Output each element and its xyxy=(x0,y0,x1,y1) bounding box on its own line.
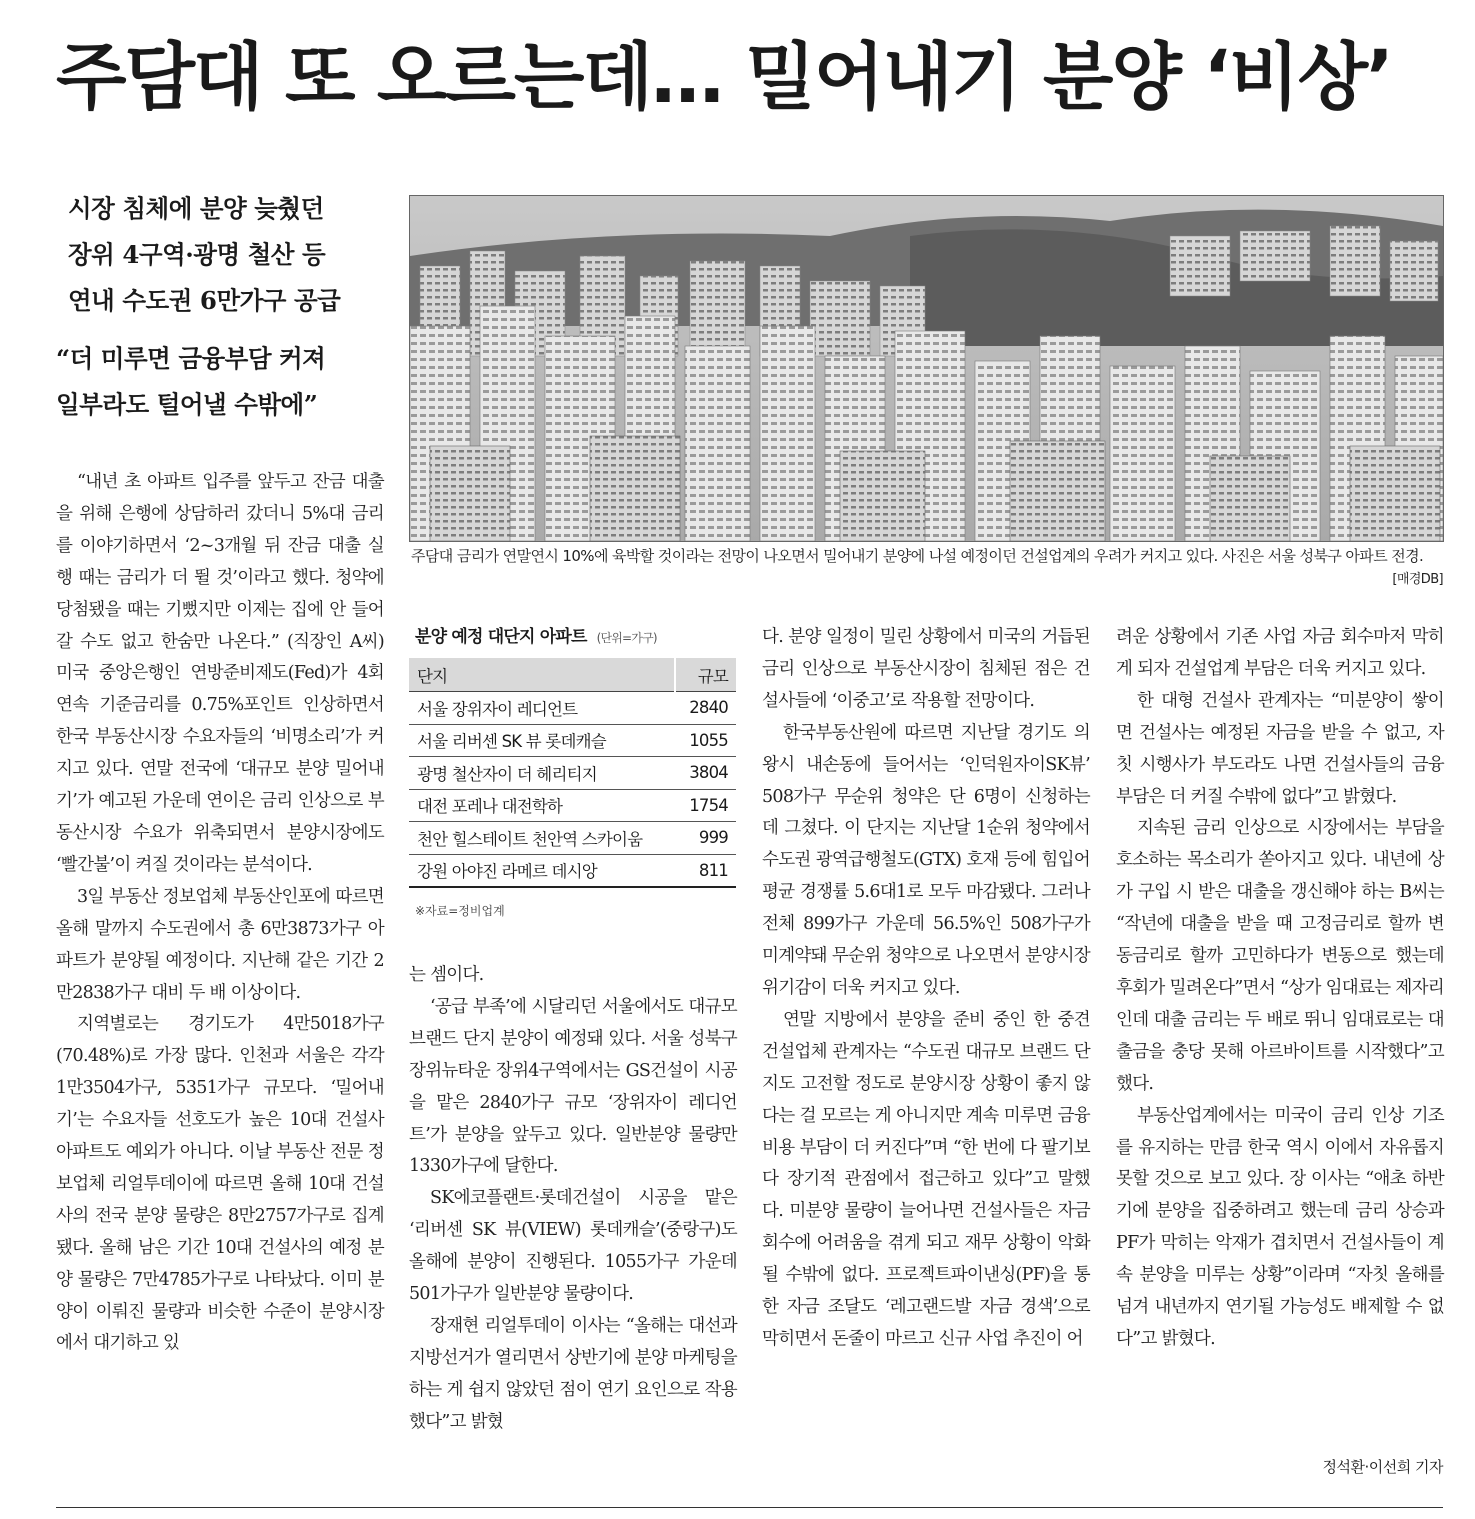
photo-credit: [매경DB] xyxy=(1392,572,1443,587)
table-source: ※자료=정비업계 xyxy=(415,904,505,918)
paragraph: 려운 상황에서 기존 사업 자금 회수마저 막히게 되자 건설업계 부담은 더욱 커지고 있다. xyxy=(1116,627,1444,679)
apartment-table xyxy=(409,658,736,888)
complex-name: 서울 장위자이 레디언트 xyxy=(409,692,675,725)
paragraph: 연말 지방에서 분양을 준비 중인 한 중견 건설업체 관계자는 “수도권 대규모 브랜드 단지도 고전할 정도로 분양시장 상황이 좋지 않다는 걸 모르는 게 아니지만 계속 미루면 금융 비용 부담이 더 커진다”며 “한 번에 다 팔기보다 장기적 관점에서 접근하고 있다”고 말했다. 미분양 물량이 늘어나면 건설사들은 자금 회수에 어려움을 겪게 되고 재무 상황이 악화될 수밖에 없다. 프로젝트파이낸싱(PF)을 통한 자금 조달도 ‘레고랜드발 자금 경색’으로 막히면서 돈줄이 마르고 신규 사업 추진이 어 xyxy=(762,1009,1090,1349)
paragraph: SK에코플랜트·롯데건설이 시공을 맡은 ‘리버센 SK 뷰(VIEW) 롯데캐슬’(중랑구)도 올해에 분양이 진행된다. 1055가구 가운데 501가구가 일반분양 물량이다. xyxy=(409,1188,737,1305)
paragraph: 장재현 리얼투데이 이사는 “올해는 대선과 지방선거가 열리면서 상반기에 분양 마케팅을 하는 게 쉽지 않았던 점이 연기 요인으로 작용했다”고 밝혔 xyxy=(409,1315,737,1432)
photo-caption xyxy=(411,545,1443,587)
complex-size: 2840 xyxy=(675,692,736,725)
paragraph: 지속된 금리 인상으로 시장에서는 부담을 호소하는 목소리가 쏟아지고 있다. 내년에 상가 구입 시 받은 대출을 갱신해야 하는 B씨는 “작년에 대출을 받을 때 고정금리로 할까 변동금리로 할까 고민하다가 변동으로 했는데 후회가 밀려온다”면서 “상가 임대료는 제자리인데 대출 금리는 두 배로 뛰니 임대료로는 대출금을 충당 못해 아르바이트를 시작했다”고 했다. xyxy=(1116,818,1444,1094)
table-title-text: 분양 예정 대단지 아파트 xyxy=(415,627,587,647)
complex-name: 광명 철산자이 더 헤리티지 xyxy=(409,757,675,790)
table-row xyxy=(409,822,736,855)
complex-name: 강원 아야진 라메르 데시앙 xyxy=(409,854,675,887)
article-column-3 xyxy=(762,622,1090,1356)
subhead-second xyxy=(56,336,376,428)
paragraph: 부동산업계에서는 미국이 금리 인상 기조를 유지하는 만큼 한국 역시 이에서 자유롭지 못할 것으로 보고 있다. 장 이사는 “애초 하반기에 분양을 집중하려고 했는데 금리 상승과 PF가 막히는 악재가 겹치면서 건설사들이 계속 분양을 미루는 상황”이라며 “자칫 올해를 넘겨 내년까지 연기될 가능성도 배제할 수 없다”고 밝혔다. xyxy=(1116,1105,1444,1349)
apartment-table-box xyxy=(409,622,736,919)
article-column-2 xyxy=(409,960,737,1439)
subhead-line: “더 미루면 금융부담 커져 xyxy=(56,344,326,373)
complex-size: 3804 xyxy=(675,757,736,790)
table-title xyxy=(409,622,736,658)
table-row xyxy=(409,692,736,725)
paragraph: 한 대형 건설사 관계자는 “미분양이 쌓이면 건설사는 예정된 자금을 받을 수 없고, 자칫 시행사가 부도라도 나면 건설사들의 금융 부담은 더 커질 수밖에 없다”고 밝혔다. xyxy=(1116,690,1444,807)
subhead-line: 연내 수도권 6만가구 공급 xyxy=(68,286,341,315)
complex-name: 천안 힐스테이트 천안역 스카이움 xyxy=(409,822,675,855)
table-row xyxy=(409,724,736,757)
complex-name: 서울 리버센 SK 뷰 롯데캐슬 xyxy=(409,724,675,757)
subhead-line: 시장 침체에 분양 늦췄던 xyxy=(68,194,324,223)
paragraph: “내년 초 아파트 입주를 앞두고 잔금 대출을 위해 은행에 상담하러 갔더니 5%대 금리를 이야기하면서 ‘2~3개월 뒤 잔금 대출 실행 때는 금리가 더 뛸 것’이라고 했다. 청약에 당첨됐을 때는 기뻤지만 이제는 집에 안 들어갈 수도 없고 한숨만 나온다.” (직장인 A씨) 미국 중앙은행인 연방준비제도(Fed)가 4회 연속 기준금리를 0.75%포인트 인상하면서 한국 부동산시장 수요자들의 ‘비명소리’가 커지고 있다. 연말 전국에 ‘대규모 분양 밀어내기’가 예고된 가운데 연이은 금리 인상으로 부동산시장 수요가 위축되면서 분양시장에도 ‘빨간불’이 켜질 것이라는 분석이다. xyxy=(56,472,384,875)
article-column-4 xyxy=(1116,622,1444,1356)
paragraph: ‘공급 부족’에 시달리던 서울에서도 대규모 브랜드 단지 분양이 예정돼 있다. 서울 성북구 장위뉴타운 장위4구역에서는 GS건설이 시공을 맡은 2840가구 규모 ‘장위자이 레디언트’가 분양을 앞두고 있다. 일반분양 물량만 1330가구에 달한다. xyxy=(409,996,737,1177)
complex-size: 1754 xyxy=(675,789,736,822)
paragraph: 는 셈이다. xyxy=(409,965,484,985)
table-row xyxy=(409,757,736,790)
subhead-line: 일부라도 털어낼 수밖에” xyxy=(56,390,318,419)
complex-size: 999 xyxy=(675,822,736,855)
apartment-photo xyxy=(409,195,1444,542)
table-row xyxy=(409,789,736,822)
subhead-line: 장위 4구역·광명 철산 등 xyxy=(68,240,326,269)
bottom-rule xyxy=(56,1507,1443,1508)
byline: 정석환·이선희 기자 xyxy=(1322,1458,1443,1476)
subhead-first xyxy=(68,186,388,324)
complex-name: 대전 포레나 대전학하 xyxy=(409,789,675,822)
complex-size: 811 xyxy=(675,854,736,887)
paragraph: 다. 분양 일정이 밀린 상황에서 미국의 거듭된 금리 인상으로 부동산시장이 침체된 점은 건설사들에 ‘이중고’로 작용할 전망이다. xyxy=(762,627,1090,711)
article-column-1 xyxy=(56,467,384,1360)
paragraph: 지역별로는 경기도가 4만5018가구(70.48%)로 가장 많다. 인천과 서울은 각각 1만3504가구, 5351가구 규모다. ‘밀어내기’는 수요자들 선호도가 높은 10대 건설사 아파트도 예외가 아니다. 이날 부동산 전문 정보업체 리얼투데이에 따르면 올해 10대 건설사의 전국 분양 물량은 8만2757가구로 집계됐다. 올해 남은 기간 10대 건설사의 예정 분양 물량은 7만4785가구로 나타났다. 이미 분양이 이뤄진 물량과 비슷한 수준이 분양시장에서 대기하고 있 xyxy=(56,1014,384,1354)
paragraph: 3일 부동산 정보업체 부동산인포에 따르면 올해 말까지 수도권에서 총 6만3873가구 아파트가 분양될 예정이다. 지난해 같은 기간 2만2838가구 대비 두 배 이상이다. xyxy=(56,886,384,1003)
paragraph: 한국부동산원에 따르면 지난달 경기도 의왕시 내손동에 들어서는 ‘인덕원자이SK뷰’ 508가구 무순위 청약은 단 6명이 신청하는 데 그쳤다. 이 단지는 지난달 1순위 청약에서 수도권 광역급행철도(GTX) 호재 등에 힘입어 평균 경쟁률 5.6대1로 모두 마감됐다. 그러나 전체 899가구 가운데 56.5%인 508가구가 미계약돼 무순위 청약으로 나오면서 분양시장 위기감이 더욱 커지고 있다. xyxy=(762,722,1090,998)
header-complex: 단지 xyxy=(409,658,675,692)
table-unit: (단위=가구) xyxy=(596,631,657,645)
table-row xyxy=(409,854,736,887)
header-size: 규모 xyxy=(675,658,736,692)
table-header-row xyxy=(409,658,736,692)
headline: 주담대 또 오르는데… 밀어내기 분양 ‘비상’ xyxy=(56,35,1392,120)
caption-text: 주담대 금리가 연말연시 10%에 육박할 것이라는 전망이 나오면서 밀어내기 분양에 나설 예정이던 건설업계의 우려가 커지고 있다. 사진은 서울 성북구 아파트 전경. xyxy=(411,547,1424,565)
complex-size: 1055 xyxy=(675,724,736,757)
